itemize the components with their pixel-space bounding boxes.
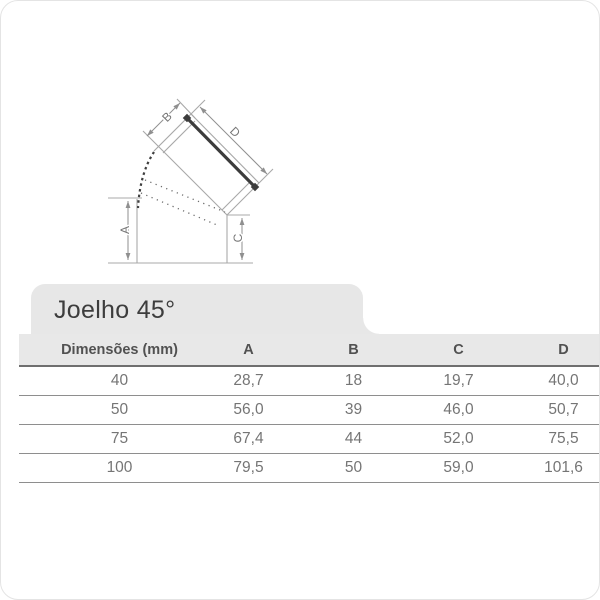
cell-a: 67,4 bbox=[233, 430, 264, 447]
dim-label-d: D bbox=[226, 123, 244, 141]
product-title-tab bbox=[31, 284, 363, 334]
column-header-dimensions: Dimensões (mm) bbox=[61, 341, 178, 358]
page-title: Joelho 45° bbox=[54, 296, 176, 324]
cell-b: 39 bbox=[344, 401, 363, 418]
table-row bbox=[19, 367, 600, 396]
cell-a: 79,5 bbox=[233, 459, 264, 476]
cell-size: 40 bbox=[110, 372, 129, 389]
cell-size: 100 bbox=[106, 459, 133, 476]
elbow-technical-drawing bbox=[101, 89, 286, 269]
table-row bbox=[19, 425, 600, 454]
column-header-c: C bbox=[453, 341, 464, 358]
gasket-ring bbox=[183, 114, 259, 191]
cell-c: 52,0 bbox=[443, 430, 474, 447]
table-row bbox=[19, 396, 600, 425]
dimensions-table bbox=[19, 334, 600, 483]
cell-d: 40,0 bbox=[548, 372, 579, 389]
column-header-d: D bbox=[558, 341, 569, 358]
cell-b: 44 bbox=[344, 430, 363, 447]
cell-size: 50 bbox=[110, 401, 129, 418]
cell-b: 18 bbox=[344, 372, 363, 389]
dim-label-c: C bbox=[231, 233, 245, 243]
column-header-a: A bbox=[243, 341, 254, 358]
cell-size: 75 bbox=[110, 430, 129, 447]
hidden-bore-lines bbox=[141, 180, 225, 225]
cell-d: 50,7 bbox=[548, 401, 579, 418]
table-header-row bbox=[19, 334, 600, 367]
socket-mouth-line bbox=[191, 114, 259, 183]
cell-c: 19,7 bbox=[443, 372, 474, 389]
cell-c: 59,0 bbox=[443, 459, 474, 476]
dim-label-a: A bbox=[118, 225, 132, 235]
cell-a: 56,0 bbox=[233, 401, 264, 418]
cell-b: 50 bbox=[344, 459, 363, 476]
column-header-b: B bbox=[348, 341, 359, 358]
cell-c: 46,0 bbox=[443, 401, 474, 418]
dim-label-b: B bbox=[159, 109, 175, 125]
table-row bbox=[19, 454, 600, 483]
cell-d: 75,5 bbox=[548, 430, 579, 447]
cell-a: 28,7 bbox=[233, 372, 264, 389]
cell-d: 101,6 bbox=[544, 459, 583, 476]
